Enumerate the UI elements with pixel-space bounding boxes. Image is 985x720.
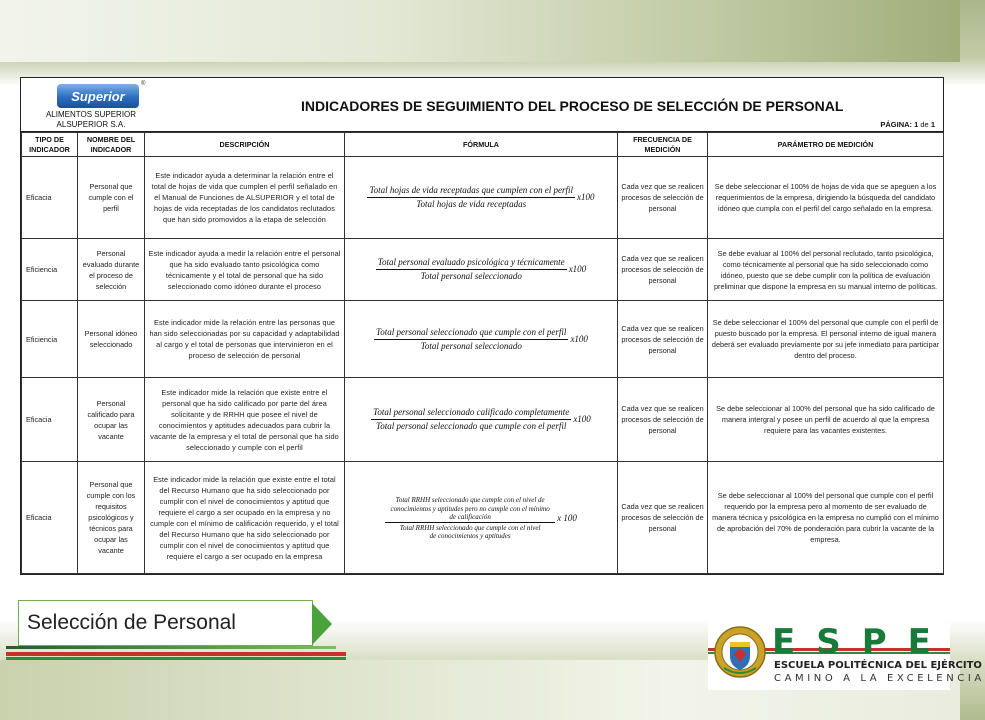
header-formula: FÓRMULA xyxy=(345,133,618,157)
cell-frecuencia: Cada vez que se realicen procesos de selección de personal xyxy=(618,239,708,301)
page-total: 1 xyxy=(930,120,935,129)
page-current: 1 xyxy=(914,120,919,129)
formula-numerator: Total personal seleccionado calificado completamente xyxy=(371,407,571,420)
fraction-body xyxy=(376,257,567,282)
formula-numerator: Total personal seleccionado que cumple con el perfil xyxy=(374,327,568,340)
cell-tipo: Eficacia xyxy=(22,378,78,462)
company-line-2: ALSUPERIOR S.A. xyxy=(56,120,126,129)
espe-seal-icon xyxy=(714,624,766,680)
header-frecuencia: FRECUENCIA DE MEDICIÓN xyxy=(618,133,708,157)
footer-stripe-green xyxy=(6,657,346,660)
cell-formula xyxy=(345,157,618,239)
table-row xyxy=(22,301,944,378)
cell-formula xyxy=(345,378,618,462)
cell-nombre: Personal calificado para ocupar las vacante xyxy=(78,378,145,462)
table-row xyxy=(22,462,944,574)
cell-tipo: Eficacia xyxy=(22,157,78,239)
cell-nombre: Personal que cumple con el perfil xyxy=(78,157,145,239)
cell-descripcion: Este indicador ayuda a medir la relación entre el personal que ha sido evaluado tanto psicológica como técnicamente y el total de personal que ha sido seleccionado como idóneo durante el proceso xyxy=(145,239,345,301)
formula-denominator: Total personal seleccionado xyxy=(420,271,522,281)
cell-parametro: Se debe seleccionar el 100% del personal que cumple con el perfil de puesto buscado por la empresa. El personal interno de igual manera deberá ser evaluado previamente por su jefe inmediato para participar dentro del proceso. xyxy=(708,301,944,378)
cell-tipo: Eficacia xyxy=(22,462,78,574)
cell-frecuencia: Cada vez que se realicen procesos de selección de personal xyxy=(618,378,708,462)
espe-acronym: ESPE xyxy=(772,622,952,662)
cell-tipo: Eficiencia xyxy=(22,239,78,301)
header-tipo: TIPO DE INDICADOR xyxy=(22,133,78,157)
header-nombre: NOMBRE DEL INDICADOR xyxy=(78,133,145,157)
cell-formula xyxy=(345,462,618,574)
cell-parametro: Se debe evaluar al 100% del personal reclutado, tanto psicológica, como técnicamente al personal que ha sido seleccionado como idóneo, puesto que se debe cumplir con la política de evaluación preliminar que dispone la empresa en su manual interno de políticas. xyxy=(708,239,944,301)
formula-numerator: Total hojas de vida receptadas que cumplen con el perfil xyxy=(367,185,575,198)
header-descripcion: DESCRIPCIÓN xyxy=(145,133,345,157)
indicators-document xyxy=(20,77,944,575)
cell-descripcion: Este indicador mide la relación que existe entre el total del Recurso Humano que ha sido seleccionado por cumplir con el nivel de conocimientos y aptitud que requiere el cargo a ser ocupado en la empresa y no cumple con el mínimo de calificación requerido, y el total del Recurso Humano que ha sido seleccionado por cumplir con el nivel de conocimientos y aptitud que requiere el cargo a ser ocupado en la empresa xyxy=(145,462,345,574)
formula-numerator: Total RRHH seleccionado que cumple con el nivel de conocimientos y aptitudes pero no cumple con el mínimo de calificación xyxy=(385,496,555,523)
formula-multiplier: x100 xyxy=(573,414,591,424)
cell-descripcion: Este indicador mide la relación entre las personas que han sido seleccionadas por su capacidad y adaptabilidad al cargo y el total de personas que intervinieron en el proceso de selección de personal xyxy=(145,301,345,378)
formula-denominator: Total hojas de vida receptadas xyxy=(416,199,527,209)
formula-denominator: Total personal seleccionado xyxy=(420,340,522,351)
cell-nombre: Personal idóneo seleccionado xyxy=(78,301,145,378)
table-header-row xyxy=(22,133,944,157)
cell-parametro: Se debe seleccionar al 100% del personal que ha sido calificado de manera intergral y posee un perfil de acuerdo al que la empresa requiere para las vacantes existentes. xyxy=(708,378,944,462)
cell-frecuencia: Cada vez que se realicen procesos de selección de personal xyxy=(618,157,708,239)
company-line-1: ALIMENTOS SUPERIOR xyxy=(45,110,137,119)
header-parametro: PARÁMETRO DE MEDICIÓN xyxy=(708,133,944,157)
document-header xyxy=(21,78,943,132)
cell-nombre: Personal evaluado durante el proceso de selección xyxy=(78,239,145,301)
cell-formula xyxy=(345,301,618,378)
formula-fraction xyxy=(385,496,577,540)
footer-stripe-red xyxy=(6,652,346,656)
fraction-body xyxy=(367,185,575,210)
indicators-table xyxy=(21,132,944,574)
cell-nombre: Personal que cumple con los requisitos psicológicos y técnicos para ocupar las vacante xyxy=(78,462,145,574)
formula-denominator: Total RRHH seleccionado que cumple con el nivel de conocimientos y aptitudes xyxy=(399,524,541,541)
table-row xyxy=(22,239,944,301)
cell-parametro: Se debe seleccionar el 100% de hojas de vida que se apeguen a los requerimientos de la empresa, dirigiendo la búsqueda del candidato idóneo que cumpla con el perfil del cargo señalado en la empresa. xyxy=(708,157,944,239)
page-indicator xyxy=(880,120,935,129)
formula-fraction xyxy=(376,257,586,282)
fraction-body xyxy=(385,496,555,540)
formula-multiplier: x 100 xyxy=(557,512,577,523)
formula-fraction xyxy=(374,327,588,352)
label-arrow-tip xyxy=(312,603,332,645)
cell-frecuencia: Cada vez que se realicen procesos de selección de personal xyxy=(618,462,708,574)
cell-tipo: Eficiencia xyxy=(22,301,78,378)
formula-multiplier: x100 xyxy=(570,333,588,344)
cell-parametro: Se debe seleccionar al 100% del personal que cumple con el perfil requerido por la empresa pero al momento de ser evaluado de manera técnica y psicológica en la empresa no cumplió con el mínimo de aprobación del 70% de ponderación para cubrir la vacante de la empresa. xyxy=(708,462,944,574)
page-of: de xyxy=(920,120,929,129)
table-row xyxy=(22,378,944,462)
registered-mark: ® xyxy=(141,81,146,87)
slide-section-label: Selección de Personal xyxy=(18,600,313,646)
superior-logo xyxy=(57,84,139,108)
company-name xyxy=(21,110,161,130)
page-label: PÁGINA: xyxy=(880,120,913,129)
top-decorative-band xyxy=(0,0,960,62)
fraction-body xyxy=(371,407,571,432)
formula-fraction xyxy=(371,407,591,432)
document-title: INDICADORES DE SEGUIMIENTO DEL PROCESO DE SELECCIÓN DE PERSONAL xyxy=(301,98,844,114)
cell-formula xyxy=(345,239,618,301)
espe-motto: CAMINO A LA EXCELENCIA xyxy=(774,673,985,684)
cell-descripcion: Este indicador ayuda a determinar la relación entre el total de hojas de vida que cumplen el perfil señalado en el Manual de Funciones de ALSUPERIOR y el total de hojas de vida receptadas de los candidatos reclutados que han sido promovidos a la etapa de selección xyxy=(145,157,345,239)
formula-numerator: Total personal evaluado psicológica y técnicamente xyxy=(376,257,567,270)
formula-fraction xyxy=(367,185,594,210)
formula-multiplier: x100 xyxy=(568,264,587,274)
cell-descripcion: Este indicador mide la relación que existe entre el personal que ha sido calificado por parte del área solicitante y de RRHH que posee el nivel de conocimientos y aptitudes adecuados para cubrir la vacante de la empresa y el total de personal que ha sido seleccionado y cumple con el perfil xyxy=(145,378,345,462)
logo-text: Superior xyxy=(71,88,125,104)
formula-multiplier: x100 xyxy=(577,192,595,202)
formula-denominator: Total personal seleccionado que cumple con el perfil xyxy=(376,421,567,431)
footer-stripe-dark xyxy=(6,646,336,649)
cell-frecuencia: Cada vez que se realicen procesos de selección de personal xyxy=(618,301,708,378)
espe-institution-name: ESCUELA POLITÉCNICA DEL EJÉRCITO xyxy=(774,660,982,671)
fraction-body xyxy=(374,327,568,352)
table-row xyxy=(22,157,944,239)
